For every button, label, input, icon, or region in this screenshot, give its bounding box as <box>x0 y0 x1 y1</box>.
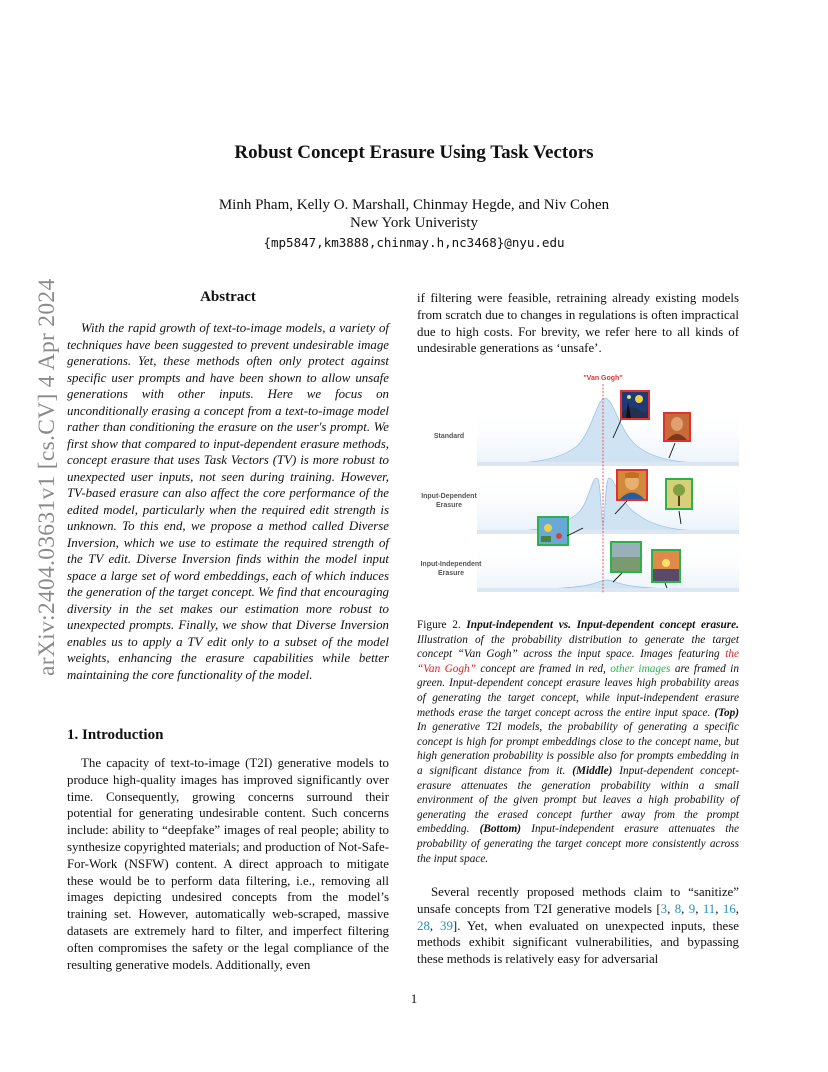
figure-row-input-independent-1: Input-Independent <box>420 561 482 568</box>
van-gogh-portrait-thumbnail <box>616 469 648 501</box>
author-emails: {mp5847,km3888,chinmay.h,nc3468}@nyu.edu <box>263 235 565 250</box>
figure-row-input-dependent-2: Erasure <box>435 502 463 509</box>
citation-link[interactable]: 39 <box>440 918 453 933</box>
tree-thumbnail <box>665 478 693 510</box>
right-column-paragraph: if filtering were feasible, retraining already existing models from scratch due to changes in regulations is often impractical due to high costs. For brevity, we refer here to all kinds of undesirable generations as ‘unsafe’. <box>417 291 739 356</box>
landscape-thumbnail <box>610 541 642 573</box>
introduction-heading: 1. Introduction <box>67 727 164 743</box>
caption-sentence-6: Input-independent erasure attenuates the probability of generating the target concept more consistently across the input space. <box>417 823 739 865</box>
paragraph-text-1: Several recently proposed methods claim to “sanitize” unsafe concepts from T2I generative models [ <box>417 885 739 916</box>
figure-2-caption <box>417 618 739 866</box>
starry-night-thumbnail <box>620 390 650 420</box>
citation-link[interactable]: 3 <box>660 901 668 916</box>
right-column-paragraph-2: Several recently proposed methods claim to “sanitize” unsafe concepts from T2I generative models [3, 8, 9, 11, 16, 28, 39]. Yet, when evaluated on unexpected inputs, these methods exhibit significant vulnerabilities, and bypassing these methods is relatively easy for adversarial <box>417 885 739 967</box>
caption-bottom-label: (Bottom) <box>479 823 522 836</box>
affiliation: New York Univeristy <box>350 215 478 231</box>
figure-row-standard: Standard <box>433 433 465 440</box>
page-number: 1 <box>410 991 418 1006</box>
author-block <box>0 196 828 232</box>
figure-2 <box>417 366 739 596</box>
introduction-text: The capacity of text-to-image (T2I) generative models to produce high-quality images has improved significantly over time. Consequently, growing concerns surround their potential for generating undesirable content. Such concerns include: ability to “deepfake” images of real people; ability to synthesize copyrighted materials; and production of Not-Safe-For-Work (NSFW) content. A direct approach to mitigate these would be to perform data filtering, i.e., removing all images depicting undesired concepts from the model’s training set. However, automatically web-scraped, massive datasets are extremely hard to filter, and imperfect filtering often compromises the safety or the legal compliance of the resulting generative models. Additionally, even <box>67 756 389 972</box>
caption-middle-label: (Middle) <box>572 764 613 777</box>
paper-title: Robust Concept Erasure Using Task Vectors <box>234 142 594 163</box>
citation-link[interactable]: 9 <box>688 901 696 916</box>
figure-row-input-independent-2: Erasure <box>437 570 465 577</box>
abstract-heading: Abstract <box>200 289 256 305</box>
caption-label: Figure 2. <box>417 619 461 631</box>
abstract-text: With the rapid growth of text-to-image models, a variety of techniques have been suggested to prevent undesirable image generations. Yet, these methods often only protect against specific user prompts and have been shown to allow unsafe generations with other inputs. Here we focus on unconditionally erasing a concept from a text-to-image model rather than conditioning the erasure on the user's prompt. We first show that compared to input-dependent erasure methods, concept erasure that uses Task Vectors (TV) is more robust to unexpected user inputs, not seen during training. However, TV-based erasure can also affect the core performance of the edited model, particularly when the required edit strength is unknown. To this end, we propose a method called Diverse Inversion, which we use to estimate the required strength of the TV edit. Diverse Inversion finds within the model input space a large set of word embeddings, each of which induces the generation of the target concept. We find that encouraging diversity in the set makes our estimation more robust to unexpected prompts. Finally, we show that Diverse Inversion enables us to apply a TV edit only to a subset of the model weights, enhancing the erasure capabilities while better maintaining the core functionality of the model. <box>67 321 389 682</box>
citation-link[interactable]: 11 <box>702 901 716 916</box>
abstract-thumbnail <box>537 516 569 546</box>
author-names: Minh Pham, Kelly O. Marshall, Chinmay Hegde, and Niv Cohen <box>218 197 610 213</box>
citation-link[interactable]: 28 <box>417 918 430 933</box>
caption-sentence-3: are framed in green. Input-dependent concept erasure leaves high probability areas of generating the target concept, while input-independent erasure methods erase the target concept across the entire input space. <box>417 662 739 719</box>
portrait-thumbnail-top <box>663 412 691 442</box>
caption-sentence-4: In generative T2I models, the probability of generating a specific concept is high for prompt embeddings close to the concept name, but high generation probability is possible also for prompts embedding in a significant distance from it. <box>417 721 739 777</box>
citation-link[interactable]: 16 <box>722 901 736 916</box>
caption-top-label: (Top) <box>714 706 739 719</box>
figure-row-input-dependent-1: Input-Dependent <box>421 493 477 500</box>
citation-link[interactable]: 8 <box>674 901 682 916</box>
paragraph-text-2: ]. Yet, when evaluated on unexpected inputs, these methods exhibit significant vulnerabilities, and bypassing these methods is relatively easy for adversarial <box>417 918 739 967</box>
caption-title: Input-independent vs. Input-dependent concept erasure. <box>466 619 740 631</box>
caption-sentence-2: concept are framed in red, <box>480 662 606 675</box>
caption-red-text: the “Van Gogh” <box>417 648 739 675</box>
figure-van-gogh-label: "Van Gogh" <box>583 375 623 382</box>
sunset-thumbnail <box>651 549 681 583</box>
arxiv-identifier: arXiv:2404.03631v1 [cs.CV] 4 Apr 2024 <box>34 278 60 676</box>
caption-sentence-1: Illustration of the probability distribution to generate the target concept “Van Gogh” across the input space. Images featuring <box>417 633 739 661</box>
caption-sentence-5: Input-dependent concept-erasure attenuates the generation probability within a small environment of the given prompt but leaves a high probability of generating the erased concept further away from the prompt embedding. <box>417 764 739 836</box>
caption-green-text: other images <box>610 662 671 675</box>
